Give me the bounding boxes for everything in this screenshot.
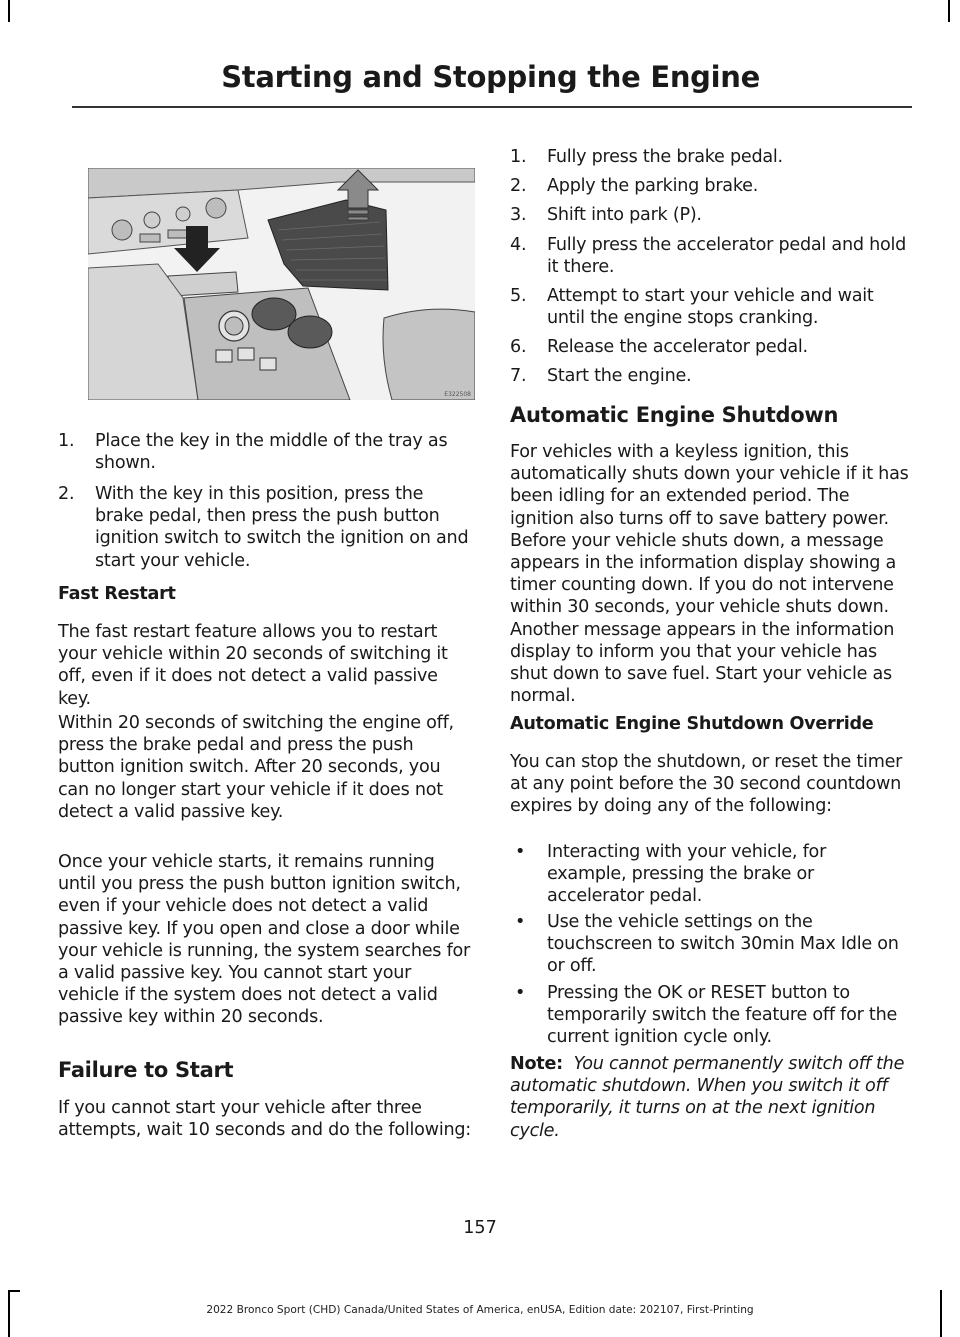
bullet: • (515, 912, 526, 932)
step-text: Place the key in the middle of the tray as shown. (95, 431, 448, 474)
step-number: 2. (510, 176, 527, 196)
paragraph: The fast restart feature allows you to restart your vehicle within 20 seconds of switching it off, even if it does not detect a valid passive key. (58, 622, 448, 709)
step-text: Shift into park (P). (547, 205, 702, 225)
bullet-text: Interacting with your vehicle, for example, pressing the brake or accelerator pedal. (547, 842, 827, 907)
figure-code: E322508 (444, 391, 471, 398)
step-text: Apply the parking brake. (547, 176, 759, 196)
step-number: 2. (58, 484, 75, 504)
step-text: Release the accelerator pedal. (547, 337, 808, 357)
paragraph: Once your vehicle starts, it remains running until you press the push button ignition switch, even if your vehicle does not detect a valid passive key. If you open and close a door while your vehicle is running, the system searches for a valid passive key. You cannot start your vehicle if the system does not detect a valid passive key within 20 seconds. (58, 852, 471, 1028)
bullet-text: Use the vehicle settings on the touchscreen to switch 30min Max Idle on or off. (547, 912, 899, 977)
step-number: 1. (58, 431, 75, 451)
paragraph: You can stop the shutdown, or reset the timer at any point before the 30 second countdown expires by doing any of the following: (510, 752, 903, 817)
page-number: 157 (463, 1218, 497, 1238)
bullet-text: Pressing the OK or RESET button to temporarily switch the feature off for the current ignition cycle only. (547, 983, 898, 1048)
step-text: Attempt to start your vehicle and wait until the engine stops cranking. (547, 286, 874, 329)
note-text: You cannot permanently switch off the automatic shutdown. When you switch it off temporarily, it turns on at the next ignition cycle. (510, 1054, 905, 1141)
step-text: Fully press the brake pedal. (547, 147, 783, 167)
note (510, 1053, 910, 1142)
paragraph: Within 20 seconds of switching the engine off, press the brake pedal and press the push button ignition switch. After 20 seconds, you can no longer start your vehicle if it does not detect a valid passive key. (58, 713, 454, 822)
note-label: Note: (510, 1054, 563, 1074)
paragraph: For vehicles with a keyless ignition, this automatically shuts down your vehicle if it has been idling for an extended period. The ignition also turns off to save battery power. Before your vehicle shuts down, a message appears in the information display showing a timer counting down. If you do not intervene within 30 seconds, your vehicle shuts down. Another message appears in the information display to inform you that your vehicle has shut down to save fuel. Start your vehicle as normal. (510, 442, 909, 707)
paragraph: If you cannot start your vehicle after three attempts, wait 10 seconds and do the following: (58, 1098, 471, 1141)
footer-edition-line: 2022 Bronco Sport (CHD) Canada/United States of America, enUSA, Edition date: 202107, First-Printing (206, 1304, 754, 1316)
step-text: Fully press the accelerator pedal and hold it there. (547, 235, 907, 278)
section-heading-shutdown-override: Automatic Engine Shutdown Override (510, 714, 874, 734)
step-number: 6. (510, 337, 527, 357)
bullet: • (515, 842, 526, 862)
crop-mark (8, 0, 10, 22)
step-text: With the key in this position, press the brake pedal, then press the push button ignition switch to switch the ignition on and start your vehicle. (95, 484, 469, 571)
header-rule (72, 106, 912, 108)
section-heading-failure-to-start: Failure to Start (58, 1058, 234, 1082)
section-heading-automatic-shutdown: Automatic Engine Shutdown (510, 403, 839, 427)
step-number: 1. (510, 147, 527, 167)
center-console-illustration (88, 168, 475, 400)
crop-mark (8, 1290, 20, 1292)
step-text: Start the engine. (547, 366, 692, 386)
bullet: • (515, 983, 526, 1003)
step-number: 3. (510, 205, 527, 225)
page-title: Starting and Stopping the Engine (221, 60, 760, 94)
crop-mark (948, 0, 950, 22)
step-number: 7. (510, 366, 527, 386)
step-number: 4. (510, 235, 527, 255)
section-heading-fast-restart: Fast Restart (58, 584, 176, 604)
step-number: 5. (510, 286, 527, 306)
